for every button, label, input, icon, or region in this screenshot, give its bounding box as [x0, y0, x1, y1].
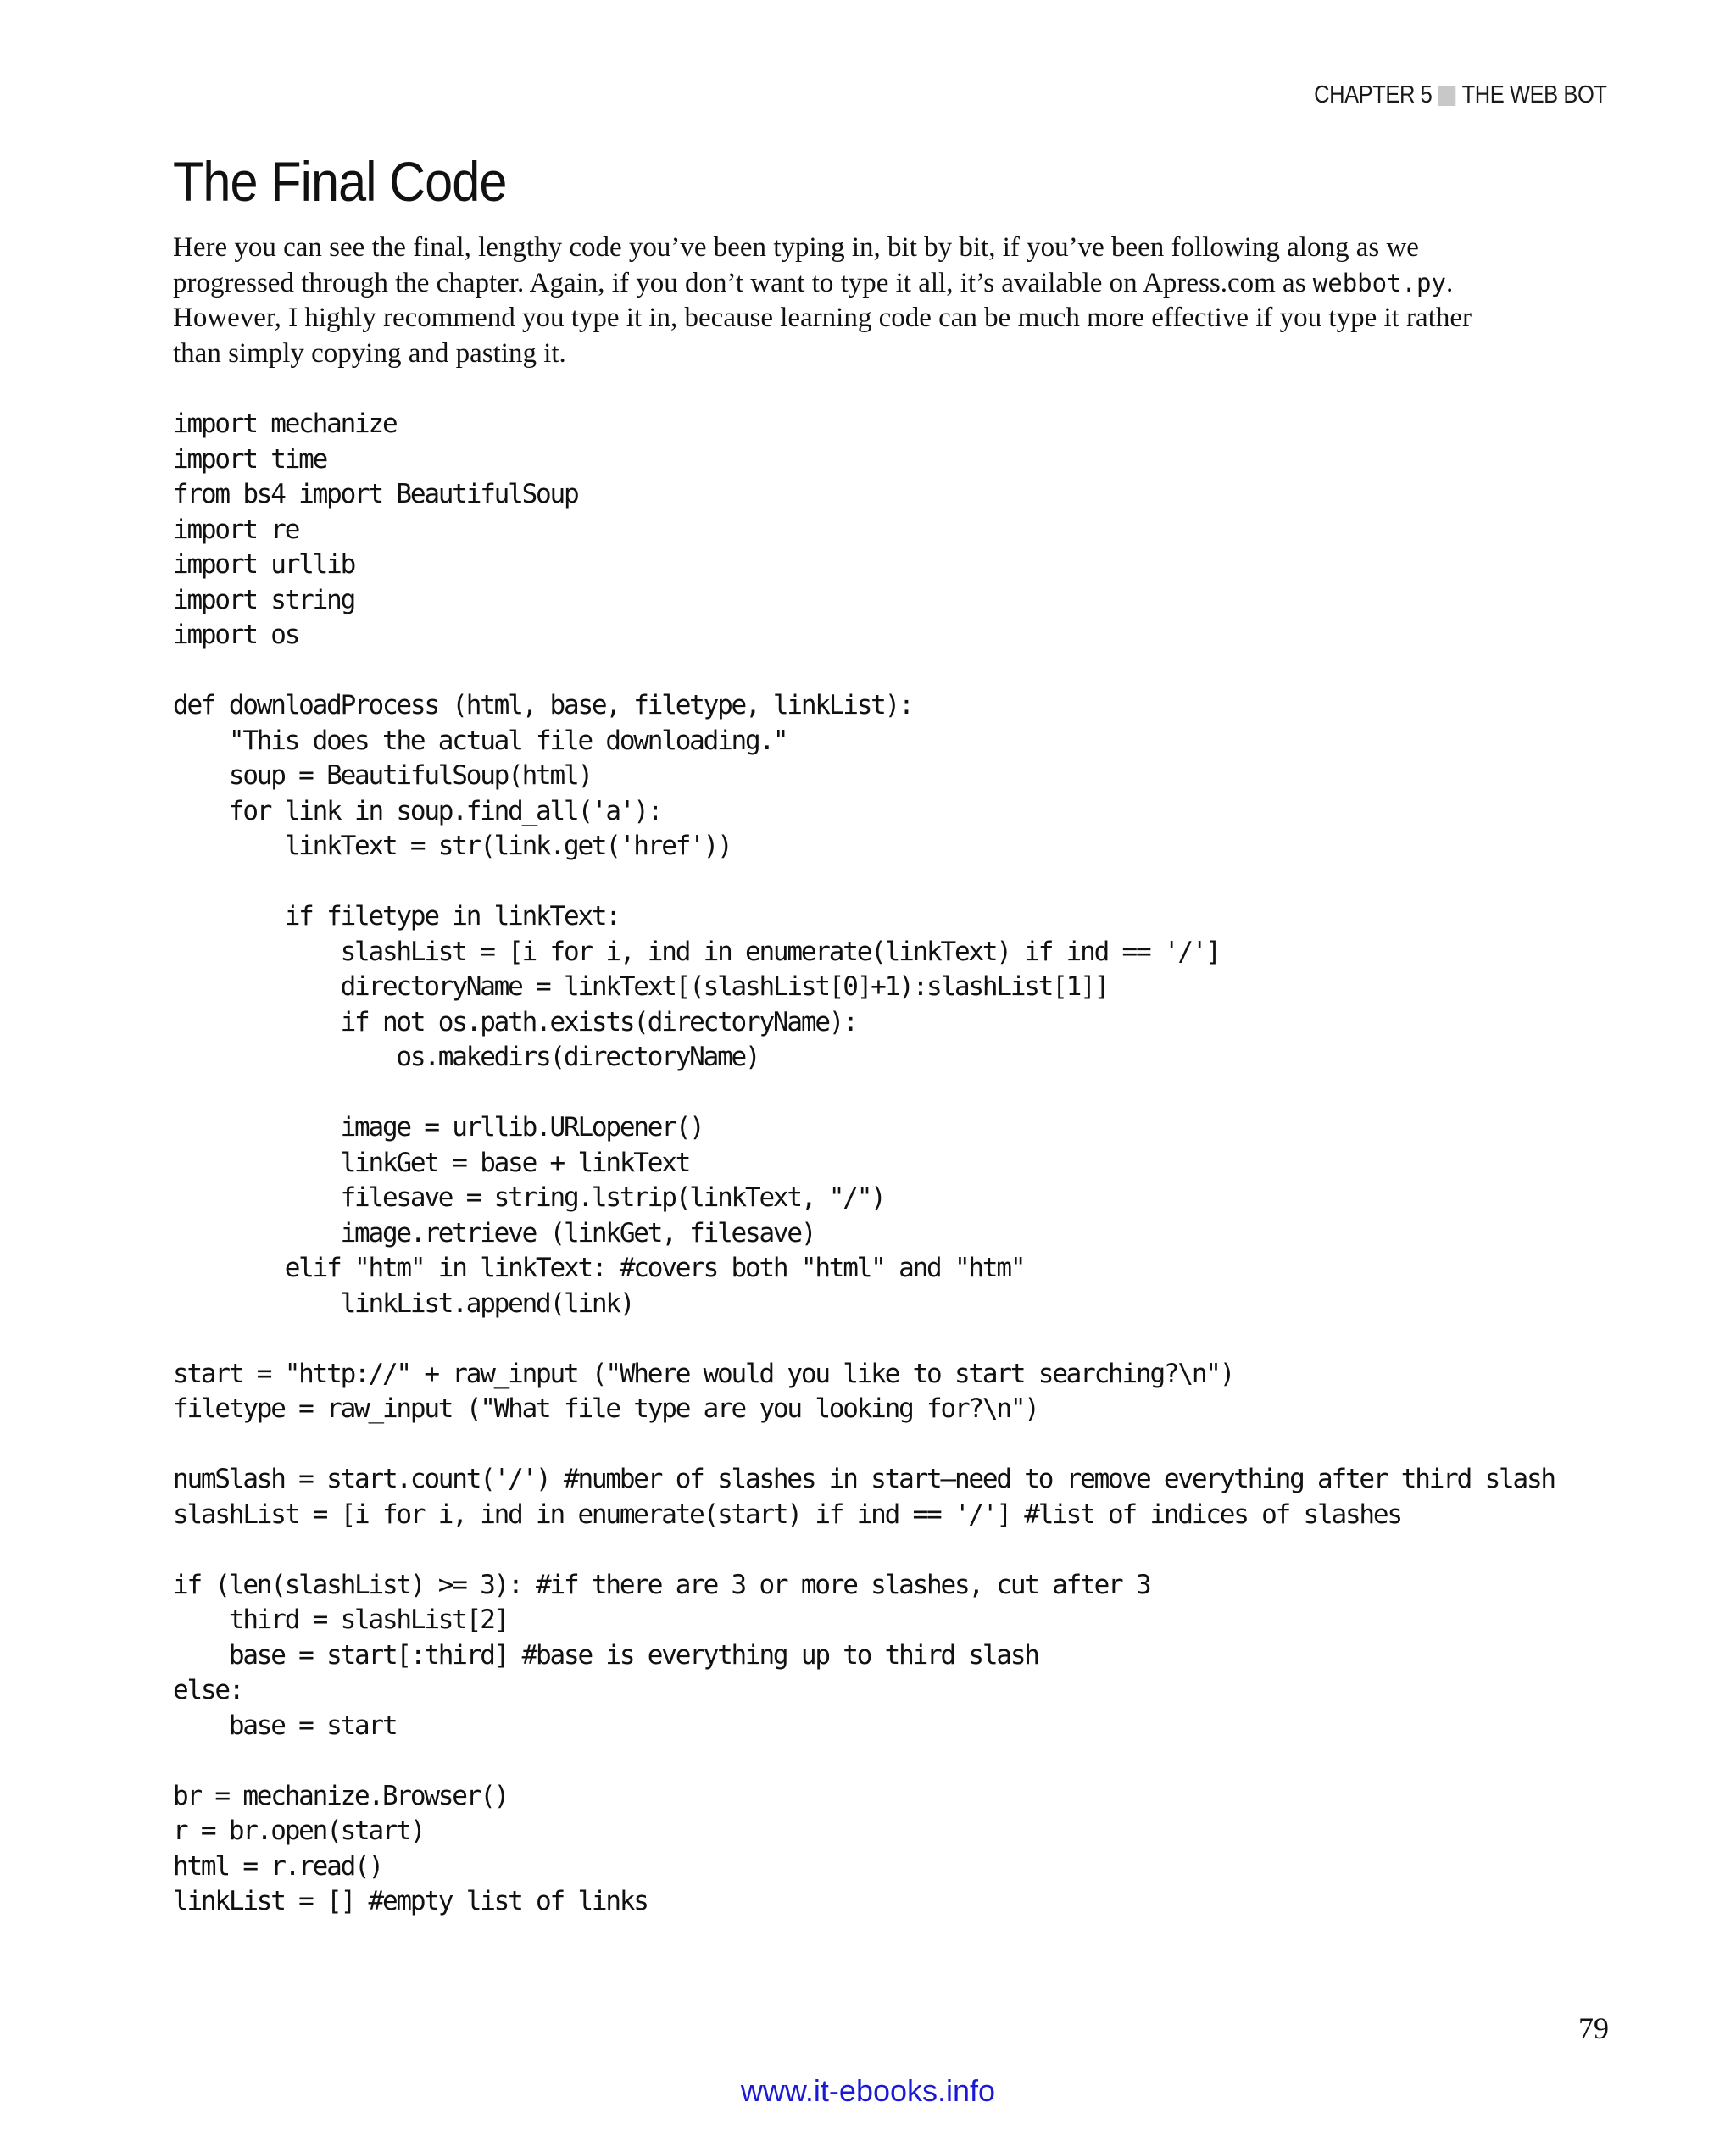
code-line: if filetype in linkText:	[173, 901, 620, 931]
code-line	[173, 1532, 1555, 1568]
code-line	[173, 1427, 1555, 1463]
code-line: numSlash = start.count('/') #number of slashes in start—need to remove everything after third slash	[173, 1464, 1555, 1494]
code-line	[173, 865, 1555, 900]
intro-line	[173, 266, 1580, 302]
code-line: def downloadProcess (html, base, filetype, linkList):	[173, 690, 913, 720]
running-header	[1315, 81, 1607, 109]
code-line: import re	[173, 514, 299, 545]
code-line: filesave = string.lstrip(linkText, "/")	[173, 1182, 885, 1213]
code-line: import string	[173, 584, 355, 615]
code-line: r = br.open(start)	[173, 1816, 425, 1846]
code-line: import os	[173, 620, 299, 650]
code-line	[173, 1743, 1555, 1779]
code-line: slashList = [i for i, ind in enumerate(start) if ind == '/'] #list of indices of slashes	[173, 1499, 1401, 1530]
intro-line: However, I highly recommend you type it in, because learning code can be much more effective if you type it rather	[173, 303, 1472, 333]
code-line: linkGet = base + linkText	[173, 1147, 690, 1178]
code-line: elif "htm" in linkText: #covers both "html" and "htm"	[173, 1253, 1025, 1283]
code-line: br = mechanize.Browser()	[173, 1780, 509, 1811]
code-line: html = r.read()	[173, 1850, 382, 1882]
code-line: else:	[173, 1675, 243, 1705]
code-line: image = urllib.URLopener()	[173, 1112, 704, 1143]
footer-link[interactable]: www.it-ebooks.info	[740, 2073, 996, 2108]
code-line: linkText = str(link.get('href'))	[173, 831, 732, 861]
intro-paragraph	[173, 231, 1580, 371]
section-title: The Final Code	[173, 150, 507, 213]
code-line	[173, 653, 1555, 689]
code-line: filetype = raw_input ("What file type are you looking for?\n")	[173, 1393, 1038, 1424]
code-line: import urllib	[173, 549, 355, 580]
separator-square-icon	[1438, 86, 1456, 106]
code-line: from bs4 import BeautifulSoup	[173, 479, 578, 509]
code-line: linkList.append(link)	[173, 1287, 634, 1319]
code-line: if not os.path.exists(directoryName):	[173, 1006, 857, 1037]
code-line: soup = BeautifulSoup(html)	[173, 760, 592, 791]
code-line: base = start	[173, 1710, 397, 1741]
code-line: start = "http://" + raw_input ("Where would you like to start searching?\n")	[173, 1358, 1234, 1389]
code-line: os.makedirs(directoryName)	[173, 1042, 760, 1072]
code-line: for link in soup.find_all('a'):	[173, 795, 662, 826]
page-number: 79	[1578, 2011, 1609, 2045]
code-line: third = slashList[2]	[173, 1604, 509, 1635]
intro-line: than simply copying and pasting it.	[173, 337, 566, 369]
code-line: import time	[173, 443, 327, 475]
code-line: import mechanize	[173, 409, 397, 439]
inline-code-filename: webbot.py	[1312, 268, 1446, 298]
code-line: base = start[:third] #base is everything up to third slash	[173, 1639, 1038, 1671]
section-label: THE WEB BOT	[1462, 81, 1607, 108]
code-line: image.retrieve (linkGet, filesave)	[173, 1217, 815, 1248]
intro-text: .	[1445, 267, 1454, 298]
intro-text: progressed through the chapter. Again, if you don’t want to type it all, it’s available on Apress.com as	[173, 267, 1313, 298]
code-line: slashList = [i for i, ind in enumerate(linkText) if ind == '/']	[173, 936, 1220, 967]
code-listing	[173, 407, 1555, 1920]
code-line	[173, 1076, 1555, 1111]
code-line: linkList = [] #empty list of links	[173, 1886, 648, 1916]
code-line	[173, 1321, 1555, 1357]
code-line: directoryName = linkText[(slashList[0]+1):slashList[1]]	[173, 971, 1109, 1002]
code-line: "This does the actual file downloading."	[173, 725, 787, 756]
intro-line: Here you can see the final, lengthy code you’ve been typing in, bit by bit, if you’ve been following along as we	[173, 232, 1419, 263]
code-line: if (len(slashList) >= 3): #if there are 3 or more slashes, cut after 3	[173, 1569, 1150, 1600]
chapter-label: CHAPTER 5	[1314, 81, 1433, 108]
